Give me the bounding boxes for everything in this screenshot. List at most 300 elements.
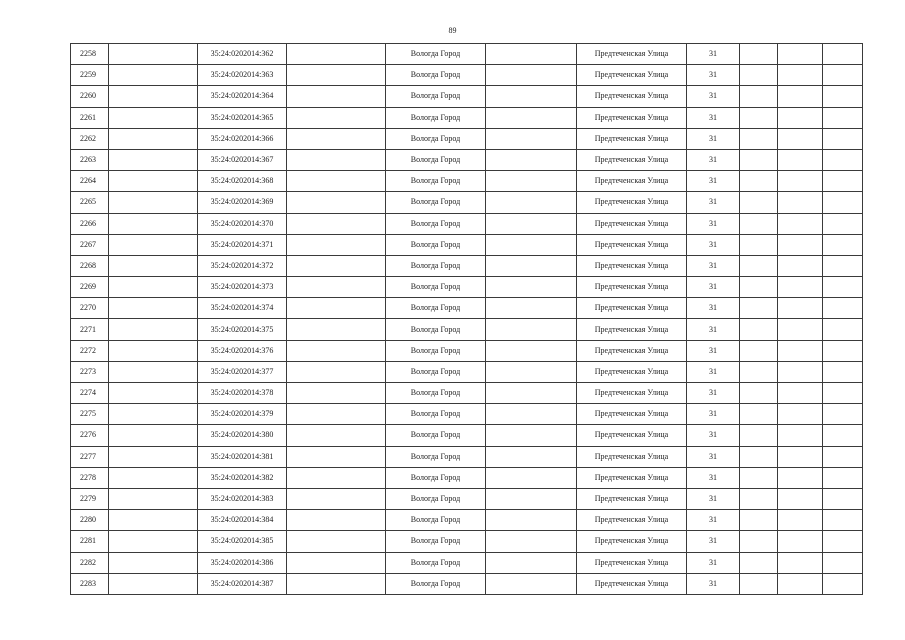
empty-cell	[287, 404, 386, 425]
empty-cell	[109, 298, 198, 319]
empty-cell	[287, 488, 386, 509]
empty-cell	[287, 425, 386, 446]
cadastral-number-cell: 35:24:0202014:381	[198, 446, 287, 467]
empty-cell	[287, 65, 386, 86]
row-number-cell: 2282	[71, 552, 109, 573]
city-cell: Вологда Город	[386, 361, 486, 382]
empty-cell	[778, 149, 823, 170]
empty-cell	[486, 404, 577, 425]
table-row	[71, 446, 863, 467]
empty-cell	[486, 65, 577, 86]
empty-cell	[109, 552, 198, 573]
empty-cell	[823, 44, 863, 65]
house-number-cell: 31	[687, 171, 740, 192]
street-cell: Предтеченская Улица	[577, 510, 687, 531]
empty-cell	[287, 255, 386, 276]
cadastral-number-cell: 35:24:0202014:371	[198, 234, 287, 255]
city-cell: Вологда Город	[386, 277, 486, 298]
property-register-table	[70, 43, 863, 595]
empty-cell	[823, 192, 863, 213]
row-number-cell: 2283	[71, 573, 109, 594]
table-row	[71, 383, 863, 404]
street-cell: Предтеченская Улица	[577, 234, 687, 255]
empty-cell	[823, 340, 863, 361]
empty-cell	[287, 552, 386, 573]
empty-cell	[486, 44, 577, 65]
table-row	[71, 361, 863, 382]
empty-cell	[486, 107, 577, 128]
city-cell: Вологда Город	[386, 234, 486, 255]
city-cell: Вологда Город	[386, 531, 486, 552]
empty-cell	[740, 107, 778, 128]
city-cell: Вологда Город	[386, 488, 486, 509]
street-cell: Предтеченская Улица	[577, 107, 687, 128]
empty-cell	[287, 361, 386, 382]
table-row	[71, 44, 863, 65]
empty-cell	[778, 467, 823, 488]
empty-cell	[109, 277, 198, 298]
empty-cell	[109, 510, 198, 531]
empty-cell	[778, 361, 823, 382]
street-cell: Предтеченская Улица	[577, 467, 687, 488]
table-body	[71, 44, 863, 595]
empty-cell	[740, 340, 778, 361]
cadastral-number-cell: 35:24:0202014:383	[198, 488, 287, 509]
city-cell: Вологда Город	[386, 446, 486, 467]
empty-cell	[109, 107, 198, 128]
empty-cell	[778, 488, 823, 509]
cadastral-number-cell: 35:24:0202014:364	[198, 86, 287, 107]
city-cell: Вологда Город	[386, 467, 486, 488]
empty-cell	[823, 107, 863, 128]
row-number-cell: 2260	[71, 86, 109, 107]
empty-cell	[823, 277, 863, 298]
empty-cell	[778, 319, 823, 340]
cadastral-number-cell: 35:24:0202014:376	[198, 340, 287, 361]
cadastral-number-cell: 35:24:0202014:385	[198, 531, 287, 552]
empty-cell	[778, 192, 823, 213]
house-number-cell: 31	[687, 149, 740, 170]
empty-cell	[109, 234, 198, 255]
city-cell: Вологда Город	[386, 298, 486, 319]
house-number-cell: 31	[687, 531, 740, 552]
empty-cell	[486, 128, 577, 149]
empty-cell	[823, 213, 863, 234]
empty-cell	[823, 488, 863, 509]
table-row	[71, 510, 863, 531]
empty-cell	[823, 234, 863, 255]
table-row	[71, 298, 863, 319]
cadastral-number-cell: 35:24:0202014:368	[198, 171, 287, 192]
empty-cell	[778, 128, 823, 149]
row-number-cell: 2258	[71, 44, 109, 65]
empty-cell	[778, 404, 823, 425]
empty-cell	[740, 171, 778, 192]
house-number-cell: 31	[687, 361, 740, 382]
house-number-cell: 31	[687, 340, 740, 361]
empty-cell	[778, 234, 823, 255]
empty-cell	[109, 86, 198, 107]
empty-cell	[823, 128, 863, 149]
empty-cell	[778, 86, 823, 107]
cadastral-number-cell: 35:24:0202014:367	[198, 149, 287, 170]
table-row	[71, 107, 863, 128]
empty-cell	[823, 383, 863, 404]
street-cell: Предтеченская Улица	[577, 86, 687, 107]
empty-cell	[287, 340, 386, 361]
empty-cell	[287, 86, 386, 107]
table-row	[71, 213, 863, 234]
table-row	[71, 552, 863, 573]
cadastral-number-cell: 35:24:0202014:386	[198, 552, 287, 573]
cadastral-number-cell: 35:24:0202014:366	[198, 128, 287, 149]
empty-cell	[486, 255, 577, 276]
empty-cell	[740, 361, 778, 382]
house-number-cell: 31	[687, 86, 740, 107]
row-number-cell: 2265	[71, 192, 109, 213]
row-number-cell: 2263	[71, 149, 109, 170]
table-row	[71, 86, 863, 107]
street-cell: Предтеченская Улица	[577, 361, 687, 382]
street-cell: Предтеченская Улица	[577, 192, 687, 213]
empty-cell	[287, 531, 386, 552]
city-cell: Вологда Город	[386, 192, 486, 213]
house-number-cell: 31	[687, 510, 740, 531]
empty-cell	[778, 340, 823, 361]
street-cell: Предтеченская Улица	[577, 340, 687, 361]
empty-cell	[486, 383, 577, 404]
street-cell: Предтеченская Улица	[577, 552, 687, 573]
empty-cell	[740, 149, 778, 170]
street-cell: Предтеченская Улица	[577, 446, 687, 467]
empty-cell	[109, 467, 198, 488]
house-number-cell: 31	[687, 255, 740, 276]
cadastral-number-cell: 35:24:0202014:369	[198, 192, 287, 213]
street-cell: Предтеченская Улица	[577, 298, 687, 319]
empty-cell	[823, 552, 863, 573]
table-row	[71, 488, 863, 509]
cadastral-number-cell: 35:24:0202014:370	[198, 213, 287, 234]
empty-cell	[823, 510, 863, 531]
city-cell: Вологда Город	[386, 510, 486, 531]
street-cell: Предтеченская Улица	[577, 44, 687, 65]
row-number-cell: 2274	[71, 383, 109, 404]
empty-cell	[109, 340, 198, 361]
empty-cell	[823, 531, 863, 552]
street-cell: Предтеченская Улица	[577, 319, 687, 340]
empty-cell	[486, 340, 577, 361]
house-number-cell: 31	[687, 319, 740, 340]
street-cell: Предтеченская Улица	[577, 149, 687, 170]
table-row	[71, 65, 863, 86]
empty-cell	[778, 44, 823, 65]
city-cell: Вологда Город	[386, 171, 486, 192]
street-cell: Предтеченская Улица	[577, 171, 687, 192]
empty-cell	[287, 467, 386, 488]
street-cell: Предтеченская Улица	[577, 383, 687, 404]
empty-cell	[823, 255, 863, 276]
empty-cell	[486, 446, 577, 467]
table-row	[71, 425, 863, 446]
cadastral-number-cell: 35:24:0202014:365	[198, 107, 287, 128]
empty-cell	[740, 192, 778, 213]
empty-cell	[109, 531, 198, 552]
row-number-cell: 2278	[71, 467, 109, 488]
empty-cell	[778, 65, 823, 86]
empty-cell	[486, 488, 577, 509]
empty-cell	[740, 531, 778, 552]
table-row	[71, 573, 863, 594]
house-number-cell: 31	[687, 128, 740, 149]
empty-cell	[287, 319, 386, 340]
empty-cell	[778, 277, 823, 298]
empty-cell	[287, 171, 386, 192]
empty-cell	[740, 128, 778, 149]
empty-cell	[109, 149, 198, 170]
house-number-cell: 31	[687, 425, 740, 446]
empty-cell	[740, 234, 778, 255]
empty-cell	[486, 573, 577, 594]
empty-cell	[287, 213, 386, 234]
empty-cell	[740, 404, 778, 425]
empty-cell	[823, 319, 863, 340]
empty-cell	[109, 128, 198, 149]
empty-cell	[740, 298, 778, 319]
row-number-cell: 2267	[71, 234, 109, 255]
empty-cell	[778, 171, 823, 192]
page-number: 89	[448, 26, 457, 35]
table-row	[71, 277, 863, 298]
city-cell: Вологда Город	[386, 573, 486, 594]
empty-cell	[823, 404, 863, 425]
empty-cell	[486, 149, 577, 170]
house-number-cell: 31	[687, 192, 740, 213]
house-number-cell: 31	[687, 65, 740, 86]
empty-cell	[778, 107, 823, 128]
empty-cell	[287, 446, 386, 467]
empty-cell	[823, 467, 863, 488]
empty-cell	[486, 361, 577, 382]
row-number-cell: 2271	[71, 319, 109, 340]
row-number-cell: 2277	[71, 446, 109, 467]
table-row	[71, 531, 863, 552]
empty-cell	[778, 425, 823, 446]
empty-cell	[287, 298, 386, 319]
house-number-cell: 31	[687, 383, 740, 404]
cadastral-number-cell: 35:24:0202014:384	[198, 510, 287, 531]
table-row	[71, 340, 863, 361]
empty-cell	[778, 573, 823, 594]
table-row	[71, 404, 863, 425]
empty-cell	[778, 383, 823, 404]
house-number-cell: 31	[687, 446, 740, 467]
empty-cell	[740, 467, 778, 488]
city-cell: Вологда Город	[386, 425, 486, 446]
empty-cell	[740, 510, 778, 531]
row-number-cell: 2261	[71, 107, 109, 128]
empty-cell	[740, 488, 778, 509]
cadastral-number-cell: 35:24:0202014:379	[198, 404, 287, 425]
city-cell: Вологда Город	[386, 340, 486, 361]
street-cell: Предтеченская Улица	[577, 531, 687, 552]
city-cell: Вологда Город	[386, 255, 486, 276]
city-cell: Вологда Город	[386, 128, 486, 149]
row-number-cell: 2279	[71, 488, 109, 509]
empty-cell	[109, 255, 198, 276]
house-number-cell: 31	[687, 277, 740, 298]
empty-cell	[109, 488, 198, 509]
empty-cell	[287, 383, 386, 404]
row-number-cell: 2270	[71, 298, 109, 319]
empty-cell	[109, 404, 198, 425]
empty-cell	[287, 573, 386, 594]
empty-cell	[109, 44, 198, 65]
table-row	[71, 234, 863, 255]
street-cell: Предтеченская Улица	[577, 255, 687, 276]
city-cell: Вологда Город	[386, 107, 486, 128]
empty-cell	[109, 361, 198, 382]
empty-cell	[778, 298, 823, 319]
table-row	[71, 192, 863, 213]
empty-cell	[287, 277, 386, 298]
empty-cell	[778, 213, 823, 234]
table-row	[71, 149, 863, 170]
empty-cell	[486, 552, 577, 573]
row-number-cell: 2280	[71, 510, 109, 531]
empty-cell	[109, 319, 198, 340]
empty-cell	[109, 192, 198, 213]
house-number-cell: 31	[687, 213, 740, 234]
empty-cell	[740, 319, 778, 340]
empty-cell	[823, 149, 863, 170]
house-number-cell: 31	[687, 234, 740, 255]
empty-cell	[778, 446, 823, 467]
empty-cell	[740, 44, 778, 65]
city-cell: Вологда Город	[386, 149, 486, 170]
empty-cell	[740, 255, 778, 276]
row-number-cell: 2264	[71, 171, 109, 192]
empty-cell	[740, 425, 778, 446]
row-number-cell: 2269	[71, 277, 109, 298]
row-number-cell: 2275	[71, 404, 109, 425]
city-cell: Вологда Город	[386, 213, 486, 234]
empty-cell	[486, 319, 577, 340]
empty-cell	[486, 467, 577, 488]
empty-cell	[109, 425, 198, 446]
empty-cell	[740, 86, 778, 107]
cadastral-number-cell: 35:24:0202014:374	[198, 298, 287, 319]
empty-cell	[486, 298, 577, 319]
cadastral-number-cell: 35:24:0202014:362	[198, 44, 287, 65]
empty-cell	[740, 277, 778, 298]
street-cell: Предтеченская Улица	[577, 404, 687, 425]
row-number-cell: 2266	[71, 213, 109, 234]
street-cell: Предтеченская Улица	[577, 65, 687, 86]
street-cell: Предтеченская Улица	[577, 128, 687, 149]
house-number-cell: 31	[687, 488, 740, 509]
row-number-cell: 2262	[71, 128, 109, 149]
cadastral-number-cell: 35:24:0202014:375	[198, 319, 287, 340]
empty-cell	[109, 446, 198, 467]
empty-cell	[109, 171, 198, 192]
table-row	[71, 319, 863, 340]
empty-cell	[109, 65, 198, 86]
street-cell: Предтеченская Улица	[577, 277, 687, 298]
city-cell: Вологда Город	[386, 86, 486, 107]
row-number-cell: 2259	[71, 65, 109, 86]
empty-cell	[287, 128, 386, 149]
empty-cell	[486, 510, 577, 531]
city-cell: Вологда Город	[386, 552, 486, 573]
cadastral-number-cell: 35:24:0202014:387	[198, 573, 287, 594]
empty-cell	[486, 192, 577, 213]
empty-cell	[778, 552, 823, 573]
house-number-cell: 31	[687, 107, 740, 128]
cadastral-number-cell: 35:24:0202014:382	[198, 467, 287, 488]
empty-cell	[740, 446, 778, 467]
empty-cell	[109, 213, 198, 234]
house-number-cell: 31	[687, 467, 740, 488]
empty-cell	[823, 425, 863, 446]
cadastral-number-cell: 35:24:0202014:372	[198, 255, 287, 276]
empty-cell	[109, 573, 198, 594]
row-number-cell: 2281	[71, 531, 109, 552]
row-number-cell: 2268	[71, 255, 109, 276]
empty-cell	[486, 425, 577, 446]
empty-cell	[287, 234, 386, 255]
empty-cell	[778, 510, 823, 531]
street-cell: Предтеченская Улица	[577, 573, 687, 594]
house-number-cell: 31	[687, 404, 740, 425]
street-cell: Предтеченская Улица	[577, 425, 687, 446]
empty-cell	[486, 171, 577, 192]
empty-cell	[823, 298, 863, 319]
city-cell: Вологда Город	[386, 65, 486, 86]
empty-cell	[109, 383, 198, 404]
row-number-cell: 2272	[71, 340, 109, 361]
empty-cell	[823, 86, 863, 107]
empty-cell	[778, 531, 823, 552]
row-number-cell: 2276	[71, 425, 109, 446]
cadastral-number-cell: 35:24:0202014:363	[198, 65, 287, 86]
table-row	[71, 255, 863, 276]
empty-cell	[287, 192, 386, 213]
empty-cell	[486, 234, 577, 255]
house-number-cell: 31	[687, 298, 740, 319]
empty-cell	[740, 213, 778, 234]
empty-cell	[486, 531, 577, 552]
table-row	[71, 467, 863, 488]
row-number-cell: 2273	[71, 361, 109, 382]
city-cell: Вологда Город	[386, 404, 486, 425]
city-cell: Вологда Город	[386, 319, 486, 340]
empty-cell	[740, 573, 778, 594]
cadastral-number-cell: 35:24:0202014:380	[198, 425, 287, 446]
cadastral-number-cell: 35:24:0202014:377	[198, 361, 287, 382]
empty-cell	[486, 277, 577, 298]
house-number-cell: 31	[687, 44, 740, 65]
empty-cell	[740, 65, 778, 86]
table-row	[71, 128, 863, 149]
empty-cell	[486, 86, 577, 107]
empty-cell	[740, 552, 778, 573]
empty-cell	[823, 573, 863, 594]
empty-cell	[823, 446, 863, 467]
city-cell: Вологда Город	[386, 44, 486, 65]
table-row	[71, 171, 863, 192]
city-cell: Вологда Город	[386, 383, 486, 404]
empty-cell	[778, 255, 823, 276]
